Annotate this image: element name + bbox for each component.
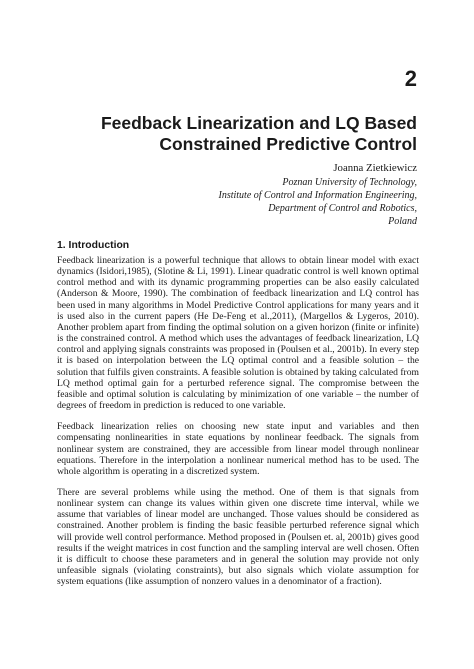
chapter-number: 2: [404, 66, 417, 91]
chapter-title-line-1: Feedback Linearization and LQ Based: [100, 113, 417, 133]
section-heading: 1. Introduction: [57, 240, 130, 251]
affiliation-line-department: Department of Control and Robotics,: [268, 203, 417, 214]
affiliation-line-institute: Institute of Control and Information Engineering,: [218, 190, 417, 201]
paragraph-3: There are several problems while using the method. One of them is that signals from nonlinear system can change its values within given one discrete time interval, while we assume that variables of linear model are unchanged. Those values should be considered as constrained. Another problem is finding the basic feasible perturbed reference signal which will provide well control performance. Method proposed in (Poulsen et. al, 2001b) gives good results if the weight matrices in cost function and the sampling interval are well chosen. Often it is difficult to choose these parameters and in general the solution may provide not only unfeasible signals (violating constraints), but also signals which violate assumption for system equations (like assumption of nonzero values in a denominator of a fraction).: [57, 486, 419, 588]
author-block: [117, 161, 417, 228]
chapter-title: [77, 113, 417, 155]
author-name: Joanna Zietkiewicz: [333, 162, 417, 174]
paragraph-1: Feedback linearization is a powerful technique that allows to obtain linear model with exact dynamics (Isidori,1985), (Slotine & Li, 1991). Linear quadratic control is well known optimal control method and with its dynamic programming properties can be also easily calculated (Anderson & Moore, 1990). The combination of feedback linearization and LQ control has been used in many algorithms in Model Predictive Control applications for many years and it is used also in the current papers (He De-Feng et al.,2011), (Margellos & Lygeros, 2010). Another problem apart from finding the optimal solution on a given horizon (finite or infinite) is the constrained control. A method which uses the advantages of feedback linearization, LQ control and applying signals constraints was proposed in (Poulsen et al., 2001b). In every step it is based on interpolation between the LQ optimal control and a feasible solution – the solution that fulfils given constraints. A feasible solution is obtained by taking calculated from LQ method optimal gain for a perturbed reference signal. The compromise between the feasible and optimal solution is calculating by minimization of one variable – the number of degrees of freedom in prediction is reduced to one variable.: [57, 255, 419, 412]
affiliation-line-university: Poznan University of Technology,: [282, 177, 417, 188]
affiliation-line-country: Poland: [388, 216, 417, 227]
paragraph-2: Feedback linearization relies on choosing new state input and variables and then compensating nonlinearities in state equations by nonlinear feedback. The signals from nonlinear system are constrained, they are accessible from linear model through nonlinear equations. Therefore in the interpolation a nonlinear numerical method has to be used. The whole algorithm is operating in a discretized system.: [57, 421, 419, 477]
chapter-title-line-2: Constrained Predictive Control: [159, 134, 417, 154]
section-body: [57, 255, 419, 597]
